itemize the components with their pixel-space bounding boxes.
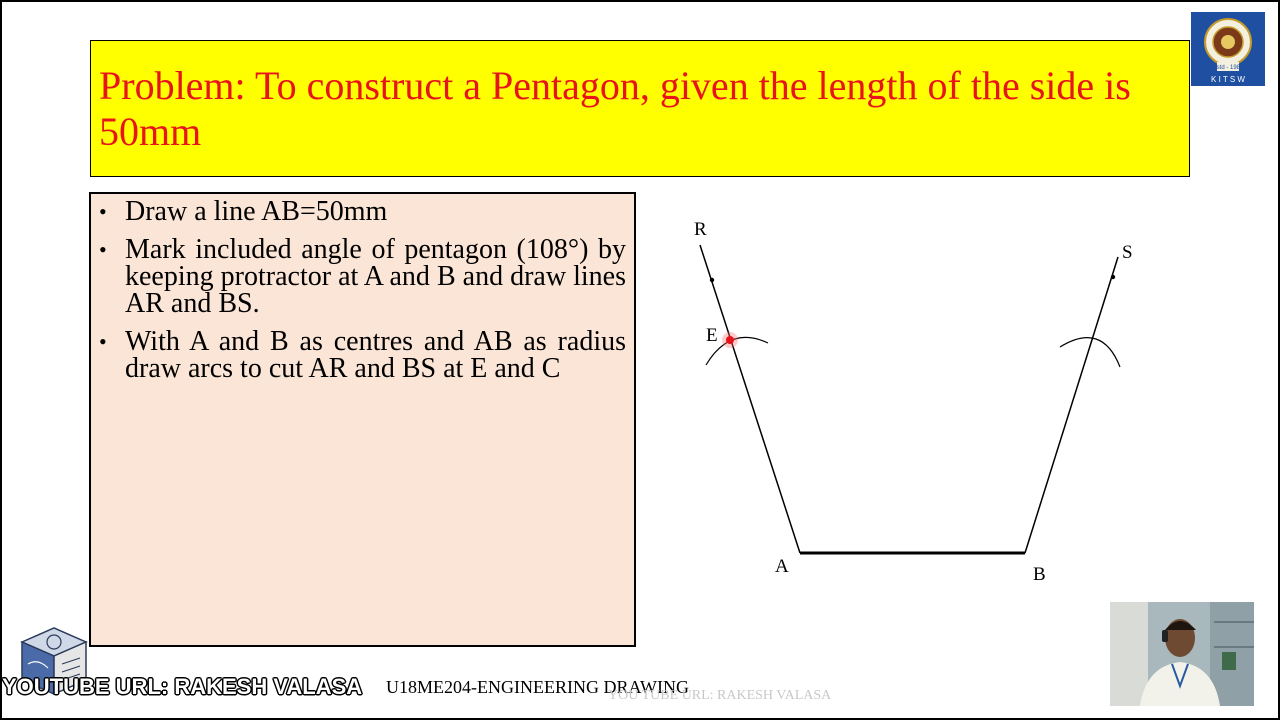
step-item (99, 328, 626, 382)
slide-title: Problem: To construct a Pentagon, given the length of the side is 50mm (99, 63, 1131, 154)
youtube-url-overlay: YOUTUBE URL: RAKESH VALASA (2, 674, 363, 699)
label-r: R (694, 219, 707, 240)
label-s: S (1122, 242, 1133, 263)
point-s (1111, 275, 1115, 279)
steps-list (99, 194, 626, 393)
laser-pointer (726, 336, 734, 344)
line-bs (1025, 257, 1118, 553)
step-text: Mark included angle of pentagon (108°) by keeping protractor at A and B and draw lines AR and BS. (125, 234, 626, 319)
youtube-watermark: YOU TUBE URL: RAKESH VALASA (608, 688, 832, 703)
step-item (99, 198, 626, 225)
bullet-icon: • (99, 199, 107, 224)
logo-text: K I T S W (1211, 75, 1245, 84)
bullet-icon: • (99, 329, 107, 354)
construction-drawing (640, 185, 1280, 605)
step-item (99, 236, 626, 317)
bullet-icon: • (99, 237, 107, 262)
course-code: U18ME204-ENGINEERING DRAWING (386, 677, 690, 697)
step-text: With A and B as centres and AB as radius draw arcs to cut AR and BS at E and C (125, 326, 626, 384)
title-banner (90, 40, 1190, 177)
college-logo (1191, 12, 1265, 86)
label-a: A (775, 556, 789, 577)
steps-panel (89, 192, 636, 647)
step-text: Draw a line AB=50mm (125, 196, 388, 227)
line-ar (700, 245, 800, 553)
label-b: B (1033, 564, 1046, 585)
point-r (710, 278, 714, 282)
presenter-webcam (1110, 602, 1254, 706)
label-e: E (706, 325, 718, 346)
logo-caption: Estd - 1980 (1212, 65, 1244, 71)
arc-c (1060, 338, 1120, 367)
